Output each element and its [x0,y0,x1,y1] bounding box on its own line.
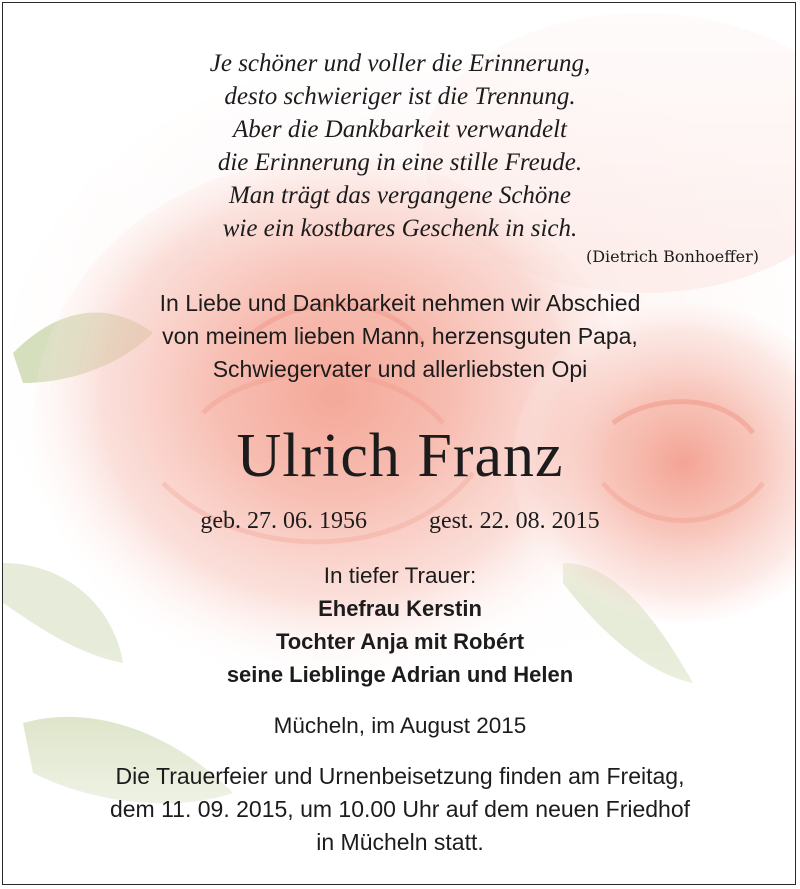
poem-line: Je schöner und voller die Erinnerung, [209,50,591,77]
poem-line: desto schwieriger ist die Trennung. [224,83,576,110]
poem-author: (Dietrich Bonhoeffer) [585,247,759,266]
poem-line: Man trägt das vergangene Schöne [228,182,572,209]
mourner-name: Tochter Anja mit Robért [275,629,525,654]
obituary-card [2,2,796,885]
intro-line: von meinem lieben Mann, herzensguten Papa, [162,323,638,349]
poem-line: die Erinnerung in eine stille Freude. [217,149,583,176]
intro-line: In Liebe und Dankbarkeit nehmen wir Abschied [159,290,641,316]
funeral-info-line: in Mücheln statt. [316,829,484,855]
mourner-name: seine Lieblinge Adrian und Helen [226,662,574,687]
life-dates [3,508,796,535]
place-date: Mücheln, im August 2015 [273,713,527,738]
poem-line: wie ein kostbares Geschenk in sich. [222,215,578,242]
poem-line: Aber die Dankbarkeit verwandelt [233,116,567,143]
funeral-info-line: dem 11. 09. 2015, um 10.00 Uhr auf dem neuen Friedhof [109,796,691,822]
funeral-info-line: Die Trauerfeier und Urnenbeisetzung finden am Freitag, [115,763,685,789]
intro-line: Schwiegervater und allerliebsten Opi [212,356,588,382]
birth-date: geb. 27. 06. 1956 [200,508,367,534]
death-date: gest. 22. 08. 2015 [428,508,600,534]
mourner-name: Ehefrau Kerstin [318,596,482,621]
deceased-name: Ulrich Franz [236,422,564,490]
obituary-text [3,3,796,885]
mourners-heading: In tiefer Trauer: [323,563,477,588]
